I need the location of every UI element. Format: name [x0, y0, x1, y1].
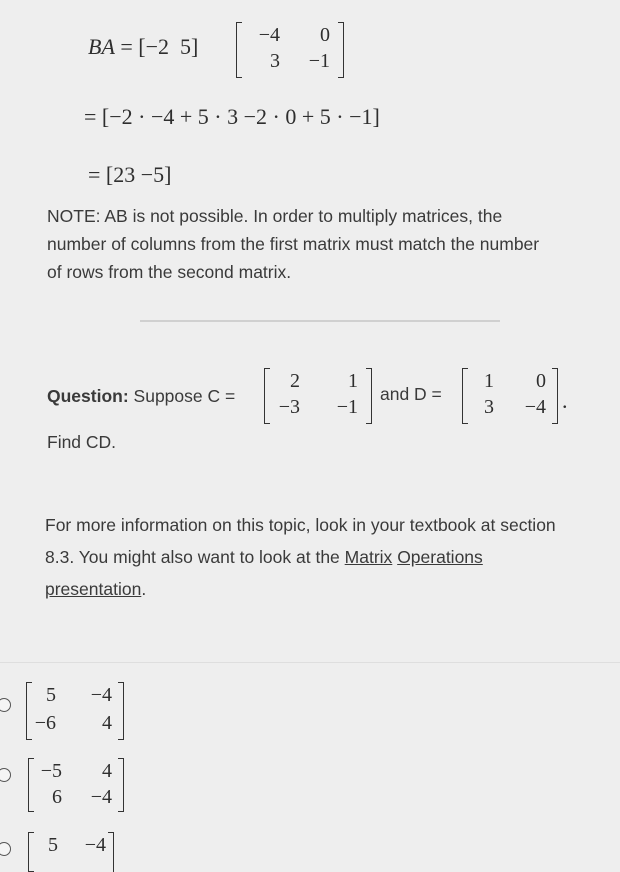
matrix-cell: 5: [48, 834, 58, 856]
matrix-cell: −6: [34, 712, 56, 734]
matrix-cell: 5: [46, 684, 56, 706]
option-2-radio[interactable]: [0, 768, 11, 782]
matrix-cell: 1: [484, 370, 494, 392]
option-3-matrix[interactable]: [28, 832, 114, 872]
matrix-cell: 0: [536, 370, 546, 392]
matrix-link[interactable]: Matrix: [344, 547, 393, 567]
matrix-cell: 0: [320, 24, 330, 46]
operations-presentation-link[interactable]: Operations presentation: [45, 547, 483, 599]
and-d-label: and D =: [380, 384, 442, 404]
matrix-cell: −3: [278, 396, 300, 418]
option-2-matrix[interactable]: [28, 758, 124, 812]
matrix-cell: 2: [290, 370, 300, 392]
matrix-cell: 3: [270, 50, 280, 72]
option-3-radio[interactable]: [0, 842, 11, 856]
solution-line-2: = [−2 · −4 + 5 · 3 −2 · 0 + 5 · −1]: [84, 104, 380, 129]
solution-line-3: = [23 −5]: [88, 162, 172, 187]
matrix-cell: −4: [90, 786, 112, 808]
matrix-cell: −5: [40, 760, 62, 782]
option-1-radio[interactable]: [0, 698, 11, 712]
matrix-cell: 1: [348, 370, 358, 392]
option-1-matrix[interactable]: [26, 682, 124, 740]
find-cd: Find CD.: [47, 432, 117, 452]
matrix-cell: −1: [336, 396, 358, 418]
matrix-cell: 6: [52, 786, 62, 808]
matrix-cell: −4: [90, 684, 112, 706]
matrix-cell: 3: [484, 396, 494, 418]
matrix-cell: −4: [524, 396, 546, 418]
info-paragraph: For more information on this topic, look in your textbook at section 8.3. You might also want to look at the Matrix Operations presentation.: [45, 515, 556, 599]
matrix-cell: 4: [102, 712, 112, 734]
solution-matrix: [236, 22, 344, 78]
matrix-cell: −1: [308, 50, 330, 72]
period: .: [562, 388, 568, 413]
solution-line-1: BA = [−2 5]: [88, 34, 199, 59]
matrix-cell: −4: [84, 834, 106, 856]
matrix-d: [462, 368, 558, 424]
matrix-cell: 4: [102, 760, 112, 782]
options-divider: [0, 662, 620, 663]
question-label: Question: Suppose C =: [47, 386, 236, 406]
matrix-cell: −4: [258, 24, 280, 46]
section-divider: [140, 320, 500, 322]
matrix-c: [264, 368, 372, 424]
note-text: NOTE: AB is not possible. In order to multiply matrices, the number of columns from the first matrix must match the number of rows from the second matrix.: [47, 206, 540, 282]
